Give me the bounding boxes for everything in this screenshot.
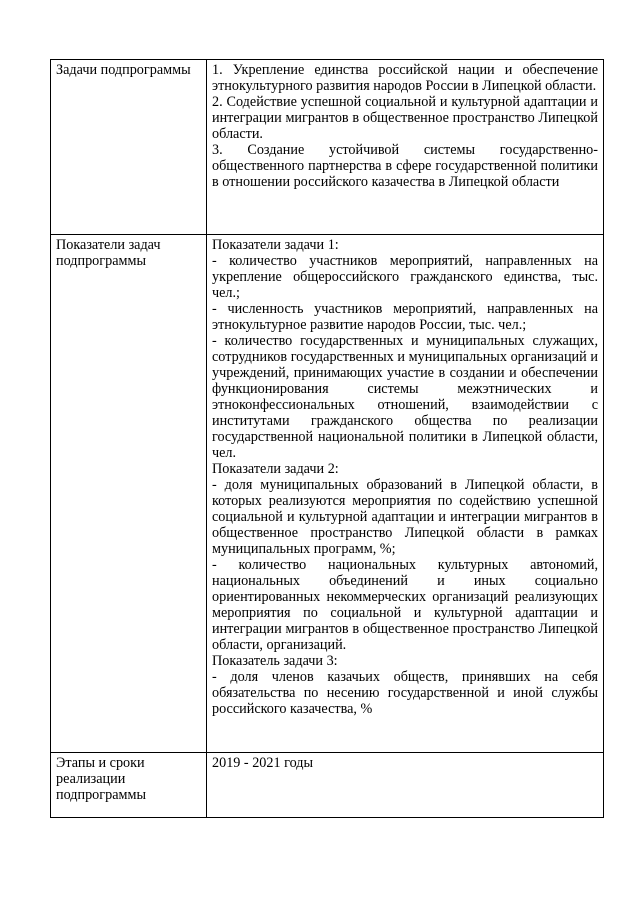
stages-period-text: 2019 - 2021 годы: [212, 755, 314, 771]
row-value-stages: [207, 753, 604, 818]
row-label-stages: Этапы и сроки реализации подпрограммы: [51, 753, 207, 818]
task-1-text: 1. Укрепление единства российской нации и обеспечение этнокультурного развития народов России в Липецкой области.: [212, 62, 598, 94]
indicator-1-3: - количество государственных и муниципальных служащих, сотрудников государственных и муниципальных организаций и учреждений, принимающих участие в создании и обеспечении функционирования системы межэтнических и этноконфессиональных отношений, взаимодействии с институтами гражданского общества по реализации государственной национальной политики в Липецкой области, чел.: [212, 333, 598, 461]
table-row-indicators: [51, 235, 604, 753]
row-value-indicators: [207, 235, 604, 753]
indicators-task-2-heading: Показатели задачи 2:: [212, 461, 339, 477]
row-value-tasks: [207, 60, 604, 235]
task-3-text: 3. Создание устойчивой системы государственно-общественного партнерства в сфере государственной политики в отношении российского казачества в Липецкой области: [212, 142, 598, 190]
table-row-stages: [51, 753, 604, 818]
indicators-task-3-heading: Показатель задачи 3:: [212, 653, 338, 669]
row-label-tasks: Задачи подпрограммы: [51, 60, 207, 235]
row-label-indicators: Показатели задач подпрограммы: [51, 235, 207, 753]
indicators-task-1-heading: Показатели задачи 1:: [212, 237, 339, 253]
indicator-2-1: - доля муниципальных образований в Липецкой области, в которых реализуются мероприятия по содействию успешной социальной и культурной адаптации и интеграции мигрантов в общественное пространство Липецкой области в рамках муниципальных программ, %;: [212, 477, 598, 557]
indicator-3-1: - доля членов казачьих обществ, принявших на себя обязательства по несению государственной и иной службы российского казачества, %: [212, 669, 598, 717]
indicator-1-2: - численность участников мероприятий, направленных на этнокультурное развитие народов России, тыс. чел.;: [212, 301, 598, 333]
table-row-tasks: [51, 60, 604, 235]
indicator-2-2: - количество национальных культурных автономий, национальных объединений и иных социально ориентированных некоммерческих организаций реализующих мероприятия по социальной и культурной адаптации и интеграции мигрантов в общественное пространство Липецкой области, организаций.: [212, 557, 598, 653]
passport-table: [50, 59, 604, 818]
indicator-1-1: - количество участников мероприятий, направленных на укрепление общероссийского гражданского единства, тыс. чел.;: [212, 253, 598, 301]
task-2-text: 2. Содействие успешной социальной и культурной адаптации и интеграции мигрантов в общественное пространство Липецкой области.: [212, 94, 598, 142]
